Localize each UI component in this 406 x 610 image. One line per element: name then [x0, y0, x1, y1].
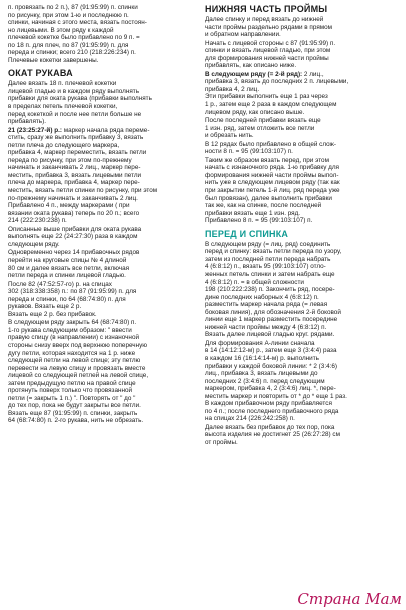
sleeve-cap-paragraph-5: После 82 (47:52:57-го) р. на спицах 302 (318:338:358) п.: по 87 (91:95:99) п. для переда и спинки, по 64 (68:74:80) п. для рукавов. Вязать еще 2 р. Вязать еще 2 р. без прибавок. — [8, 280, 137, 318]
armhole-paragraph-1: Далее спинку и перед вязать до нижней части проймы раздельно рядами в прямом и обратном направлении. — [205, 16, 333, 39]
left-column — [8, 4, 196, 425]
armhole-paragraph-4: После последней прибавки вязать еще 1 изн. ряд, затем отложить все петли и обрезать нить. — [205, 117, 321, 140]
armhole-paragraph-3 — [205, 71, 398, 116]
row-number-label: 21 (23:25:27-й) р.: — [8, 126, 62, 134]
intro-paragraph: п. провязать по 2 п.), 87 (91:95:99) п. спинки по рисунку, при этом 1-ю и последнюю п. спинки, начиная с этого места, вязать постоян- но лицевыми. В этом ряду к каждой плечевой кокетке было прибавлено по 9 п. = по 18 п. для плеч, по 87 (91:95:99) п. для переда и спинки; всего 210 (218:226:234) п. Плечевые кокетки завершены. — [8, 4, 147, 64]
front-back-paragraph-1: В следующем ряду (= лиц. ряд) соединить перед и спинку: вязать петли переда по узору, затем из последней петли переда набрать 4 (6:8:12) п., вязать 95 (99:103:107) отло- женных петель спинки и затем набрать еще 4 (6:8:12) п. = в общей сложности 198 (210:222:238) п. Закончить ряд, посере- дине последних наборных 4 (6:8:12) п. разместить маркер начала ряда (= левая боковая линия), для обозначения 2-й боковой линии еще 1 маркер разместить посередине нижней части проймы между 4 (6:8:12) п. Вязать далее лицевой гладью круг. рядами. — [205, 240, 342, 339]
sleeve-cap-paragraph-3: Описанные выше прибавки для оката рукава выполнять еще 22 (24:27:30) раза в каждом следующем ряду. — [8, 225, 142, 248]
front-back-paragraph-2: Для формирования А-линии сначала в 14 (14:12:12-м) р., затем еще 3 (3:4:4) раза в каждом 16 (16:14:14-м) р. выполнить прибавки у каждой боковой линии: * 2 (3:4:6) лиц., прибавка 3, вязать лицевыми до последних 2 (3:4:6) п. перед следующим маркером, прибавка 4, 2 (3:4:6) лиц. *, пере- местить маркер и повторить от * до * еще 1 раз. В каждом прибавочном ряду прибавляется по 4 п.; после последнего прибавочного ряда на спицах 214 (226:242:258) п. — [205, 339, 347, 423]
armhole-paragraph-2: Начать с лицевой стороны с 87 (91:95:99) п. спинки и вязать лицевой гладью, при этом для формирования нижней части проймы прибавлять, как описано ниже. — [205, 39, 336, 70]
section-heading-front-and-back: ПЕРЕД И СПИНКА — [205, 228, 289, 239]
section-heading-sleeve-cap: ОКАТ РУКАВА — [8, 68, 73, 79]
sleeve-cap-paragraph-6: В следующем ряду закрыть 64 (68:74:80) п. 1-го рукава следующим образом: " ввести правую спицу (в направлении) с изнаночной стороны снизу вверх под верхнюю поперечную дугу петли, которая находится на 1 р. ниже следующей петли на левой спице; эту петлю перевести на левую спицу и провязать вместе лицевой со следующей петлей на левой спице, затем предыдущую петлю на правой спице протянуть поверх только что провязанной петли (= закрыть 1 п.) ". Повторять от " до " до тех пор, пока не будут закрыты все петли. Вязать еще 87 (91:95:99) п. спинки, закрыть 64 (68:74:80) п. 2-го рукава, нить не обрезать. — [8, 319, 149, 425]
armhole-paragraph-3-text: 2 лиц., прибавка 3, вязать до последних 2 п. лицевыми, прибавка 4, 2 лиц. Эти прибавки выполнить еще 1 раз через 1 р., затем еще 2 раза в каждом следующем лицевом ряду, как описано выше. — [205, 70, 349, 116]
sleeve-cap-paragraph-1: Далее вязать 18 п. плечевой кокетки лицевой гладью и в каждом ряду выполнять прибавки для оката рукава (прибавки выполнять в пределах петель плечевой кокетки, перед кокеткой и после нее петли больше не прибавлять). — [8, 80, 152, 126]
row-instruction-label: В следующем ряду (= 2-й ряд): — [205, 70, 303, 78]
section-heading-armhole-bottom: НИЖНЯЯ ЧАСТЬ ПРОЙМЫ — [205, 4, 328, 14]
armhole-paragraph-6: Таким же образом вязать перед, при этом начать с изнаночного ряда. 1-ю прибавку для формирования нижней части проймы выпол- нить уже в следующем лицевом ряду (так как при закрытии петель 1-й лиц. ряд переда уже был провязан), далее выполнить прибавки так же, как на спинке, после последней прибавки вязать еще 1 изн. ряд. Прибавлено 8 п. = 95 (99:103:107) п. — [205, 156, 340, 225]
sleeve-cap-paragraph-2-text: маркер начала ряда переме- стить, сразу же выполнить прибавку 3, вязать петли плеча до следующего маркера, прибавка 4, маркер переместить, вязать петли переда по рисунку, при этом по-прежнему начинать и заканчивать 2 лиц., маркер пере- местить, прибавка 3, вязать лицевыми петли плеча до маркера, прибавка 4, маркер пере- местить, вязать петли спинки по рисунку, при этом по-прежнему начинать и заканчивать 2 лиц. Прибавлено 4 п., между маркерами ( при вязании оката рукава) теперь по 20 п.; всего 214 (222:230:238) п. — [8, 126, 158, 225]
armhole-paragraph-5: В 12 рядах было прибавлено в общей слож- ности 8 п. = 95 (99:103:107) п. — [205, 140, 336, 156]
right-column — [205, 4, 398, 447]
front-back-paragraph-3: Далее вязать без прибавок до тех пор, пока высота изделия не достигнет 25 (26:27:28) см от проймы. — [205, 423, 340, 446]
site-watermark: Страна Мам — [297, 590, 402, 608]
sleeve-cap-paragraph-2 — [8, 127, 196, 225]
sleeve-cap-paragraph-4: Одновременно через 14 прибавочных рядов перейти на круговые спицы № 4 длиной 80 см и далее вязать все петли, включая петли переда и спинки лицевой гладью. — [8, 249, 140, 280]
